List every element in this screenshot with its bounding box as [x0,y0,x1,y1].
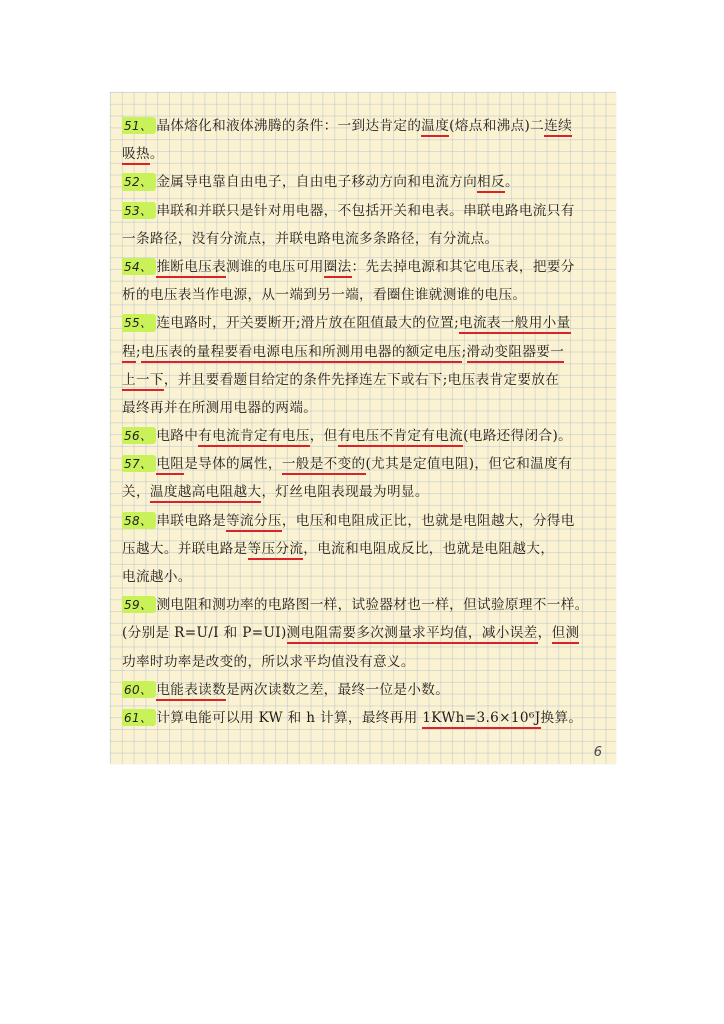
note-text: ：先去掉电源和其它电压表，把要分 [351,258,575,275]
note-line [122,507,606,535]
note-text: 功率时功率是改变的，所以求平均值没有意义。 [122,653,415,670]
underlined-text: 电流表一般用小量 [459,315,571,334]
note-line [122,253,606,281]
note-text: 一条路径，没有分流点，并联电路电流多条路径，有分流点。 [122,230,499,247]
note-text: 电路中 [156,428,199,445]
underlined-text: 电能表读数 [156,682,226,701]
note-text: 析的电压表当作电源，从一端到另一端，看圈住谁就测谁的电压。 [122,287,527,304]
note-item [122,676,606,704]
underlined-text: 温度越高电阻越大 [150,484,262,503]
note-item [122,507,606,592]
page-number: 6 [593,745,602,760]
note-text: (尤其是定值电阻)，但它和温度有 [365,456,573,473]
underlined-text: 电阻 [156,456,184,475]
note-line [122,478,606,506]
note-text: 连电路时，开关要断开;滑片放在阻值最大的位置; [156,315,460,332]
note-line [122,422,606,450]
note-item [122,704,606,732]
notebook-page [110,92,616,764]
note-text: ，灯丝电阻表现最为明显。 [261,484,429,501]
note-text: 关， [122,484,150,501]
note-text: ， [537,625,552,642]
note-text: ，并且要看题目给定的条件先择连左下或右下;电压表肯定要放在 [163,371,560,388]
note-text: 是两次读数之差，最终一位是小数。 [226,681,450,698]
underlined-text: 1KWh=3.6×10⁶J [422,710,540,729]
note-line [122,676,606,704]
underlined-text: 圈法 [324,259,352,278]
note-text: 金属导电靠自由电子，自由电子移动方向和电流方向 [156,174,478,191]
item-number: 53、 [122,197,154,225]
note-text: 串联电路是 [156,512,227,529]
underlined-text: 测电阻需要多次测量求平均值，减小误差 [287,625,538,644]
note-item [122,168,606,196]
note-text: 测电阻和测功率的电路图一样，试验器材也一样，但试验原理不一样。 [156,597,589,614]
note-text: 压越大。并联电路是 [122,540,248,557]
note-item [122,309,606,422]
item-number: 60、 [122,676,154,704]
note-text: 串联和并联只是针对用电器，不包括开关和电表。串联电路电流只有 [156,202,575,219]
note-item [122,591,606,676]
item-number: 52、 [122,168,154,196]
underlined-text: 相反 [477,174,505,193]
note-line [122,366,606,394]
underlined-text: 程 [122,344,136,363]
note-text: ，电压和电阻成正比，也就是电阻越大，分得电 [281,512,575,529]
underlined-text: 滑动变阻器要一 [467,344,565,363]
note-line [122,338,606,366]
underlined-text: 电压表的量程要看电源电压和所测用电器的额定电压 [141,344,462,363]
note-text: ，但 [309,428,338,445]
note-line [122,563,606,591]
note-text: (分别是 R=U/I 和 P=UI) [122,625,287,642]
underlined-text: 等流分压 [226,513,282,532]
note-line [122,535,606,563]
note-text: ，电流和电阻成反比，也就是电阻越大， [303,540,555,557]
note-line [122,112,606,140]
item-number: 57、 [122,450,154,478]
note-line [122,394,606,422]
note-text: 最终再并在所测用电器的两端。 [122,399,318,416]
underlined-text: 但测 [552,625,580,644]
item-number: 51、 [122,112,154,140]
item-number: 58、 [122,507,154,535]
note-text: 计算电能可以用 KW 和 h 计算，最终再用 [156,709,423,726]
item-number: 59、 [122,591,154,619]
note-text: (电路还得闭合)。 [463,428,573,445]
underlined-text: 吸热 [122,146,150,165]
note-text: 电流越小。 [122,569,192,585]
underlined-text: 有电压不肯定有电流 [338,428,464,447]
note-item [122,112,606,168]
physics-notes [122,112,606,732]
note-line [122,168,606,196]
note-text: 测谁的电压可用 [226,258,324,275]
note-text: 。 [149,146,164,163]
note-item [122,450,606,506]
underlined-text: 温度 [421,118,449,137]
item-number: 56、 [122,422,154,450]
item-number: 55、 [122,309,154,337]
note-text: 是导体的属性， [184,456,282,473]
note-line [122,619,606,647]
underlined-text: 有电流肯定有电压 [198,428,310,447]
underlined-text: 一般是不变的 [282,456,366,475]
note-line [122,281,606,309]
note-text: 。 [504,174,519,191]
underlined-text: 等压分流 [248,541,304,560]
note-line [122,591,606,619]
note-text: ; [135,343,141,360]
underlined-text: 推断电压表 [156,259,226,278]
note-text: ; [461,343,467,360]
note-line [122,704,606,732]
underlined-text: 上一下 [122,372,164,391]
note-line [122,648,606,676]
note-text: (熔点和沸点)二 [449,118,545,134]
item-number: 54、 [122,253,154,281]
note-line [122,309,606,337]
underlined-text: 连续 [544,118,572,137]
note-text: 换算。 [540,709,583,726]
note-text: 晶体熔化和液体沸腾的条件：一到达肯定的 [156,118,422,134]
note-line [122,225,606,253]
note-item [122,422,606,450]
note-line [122,140,606,168]
note-item [122,197,606,253]
item-number: 61、 [122,704,154,732]
note-line [122,197,606,225]
note-line [122,450,606,478]
note-item [122,253,606,309]
